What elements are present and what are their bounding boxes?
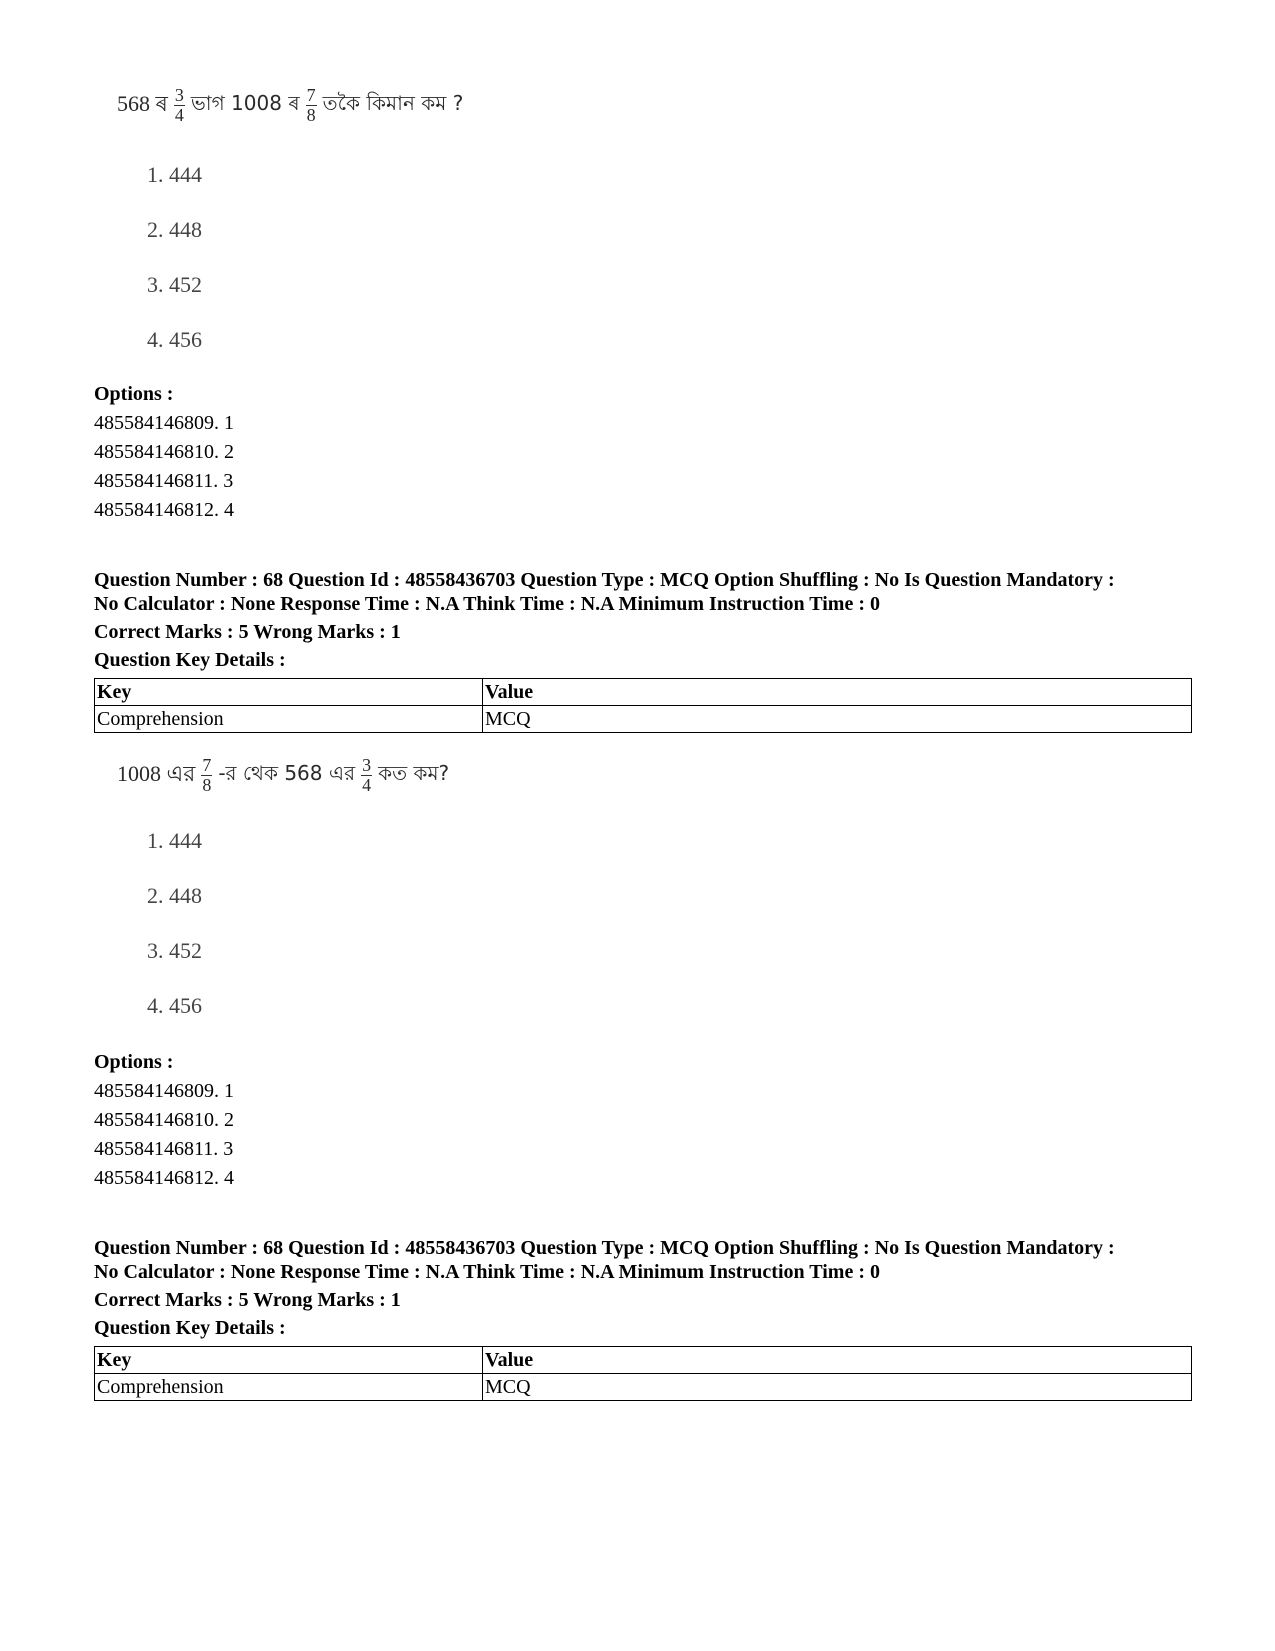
meta-line-2: No Calculator : None Response Time : N.A Think Time : N.A Minimum Instruction Time : 0: [94, 593, 880, 615]
choice-list-2: [147, 828, 202, 1048]
fraction-denominator: 8: [202, 775, 212, 795]
option-item: 485584146809. 1: [94, 1080, 234, 1102]
choice-item: 2. 448: [147, 217, 202, 242]
choice-item: 4. 456: [147, 993, 202, 1018]
fraction: [361, 756, 372, 795]
table-row: [95, 706, 1192, 733]
question-meta-2: [94, 1236, 1194, 1340]
key-details-label: Question Key Details :: [94, 1317, 286, 1339]
option-item: 485584146810. 2: [94, 1109, 234, 1131]
question-text-mid: ভাগ 1008 ৰ: [190, 91, 300, 115]
key-details-table-2: [94, 1346, 1192, 1401]
table-header-row: [95, 679, 1192, 706]
choice-list-1: [147, 162, 202, 382]
fraction: [306, 86, 317, 125]
table-cell: MCQ: [483, 706, 1192, 733]
options-label: Options :: [94, 1051, 174, 1073]
question-text-post: তকৈ কিমান কম ?: [322, 91, 464, 115]
question-text-pre: 1008 এর: [117, 761, 196, 786]
option-item: 485584146811. 3: [94, 470, 234, 492]
fraction-numerator: 7: [202, 755, 212, 775]
option-item: 485584146812. 4: [94, 1167, 234, 1189]
option-item: 485584146812. 4: [94, 499, 234, 521]
fraction-denominator: 4: [174, 105, 184, 125]
meta-line-1: Question Number : 68 Question Id : 48558436703 Question Type : MCQ Option Shuffling : No Is Question Mandatory :: [94, 569, 1115, 591]
marks-line: Correct Marks : 5 Wrong Marks : 1: [94, 1289, 401, 1311]
table-cell: Comprehension: [95, 706, 483, 733]
choice-item: 3. 452: [147, 272, 202, 297]
options-block-1: [94, 380, 234, 525]
question-image-1: [117, 86, 463, 125]
choice-item: 4. 456: [147, 327, 202, 352]
fraction-numerator: 7: [306, 85, 316, 105]
options-label: Options :: [94, 383, 174, 405]
question-meta-1: [94, 568, 1194, 672]
table-cell: MCQ: [483, 1374, 1192, 1401]
options-block-2: [94, 1048, 234, 1193]
fraction-denominator: 4: [362, 775, 372, 795]
key-details-table-1: [94, 678, 1192, 733]
question-text-post: কত কম?: [378, 761, 450, 785]
table-header-cell: Value: [483, 679, 1192, 706]
fraction-numerator: 3: [362, 755, 372, 775]
table-cell: Comprehension: [95, 1374, 483, 1401]
question-image-2: [117, 756, 449, 795]
option-item: 485584146811. 3: [94, 1138, 234, 1160]
fraction-denominator: 8: [306, 105, 316, 125]
choice-item: 1. 444: [147, 162, 202, 187]
choice-item: 2. 448: [147, 883, 202, 908]
key-details-label: Question Key Details :: [94, 649, 286, 671]
fraction: [201, 756, 212, 795]
meta-line-1: Question Number : 68 Question Id : 48558436703 Question Type : MCQ Option Shuffling : No Is Question Mandatory :: [94, 1237, 1115, 1259]
table-header-cell: Key: [95, 1347, 483, 1374]
question-text-mid: -র থেক 568 এর: [218, 761, 356, 785]
fraction-numerator: 3: [174, 85, 184, 105]
table-row: [95, 1374, 1192, 1401]
choice-item: 1. 444: [147, 828, 202, 853]
table-header-cell: Value: [483, 1347, 1192, 1374]
table-header-cell: Key: [95, 679, 483, 706]
option-item: 485584146809. 1: [94, 412, 234, 434]
meta-line-2: No Calculator : None Response Time : N.A Think Time : N.A Minimum Instruction Time : 0: [94, 1261, 880, 1283]
choice-item: 3. 452: [147, 938, 202, 963]
question-text-pre: 568 ৰ: [117, 91, 168, 116]
marks-line: Correct Marks : 5 Wrong Marks : 1: [94, 621, 401, 643]
option-item: 485584146810. 2: [94, 441, 234, 463]
fraction: [174, 86, 185, 125]
table-header-row: [95, 1347, 1192, 1374]
